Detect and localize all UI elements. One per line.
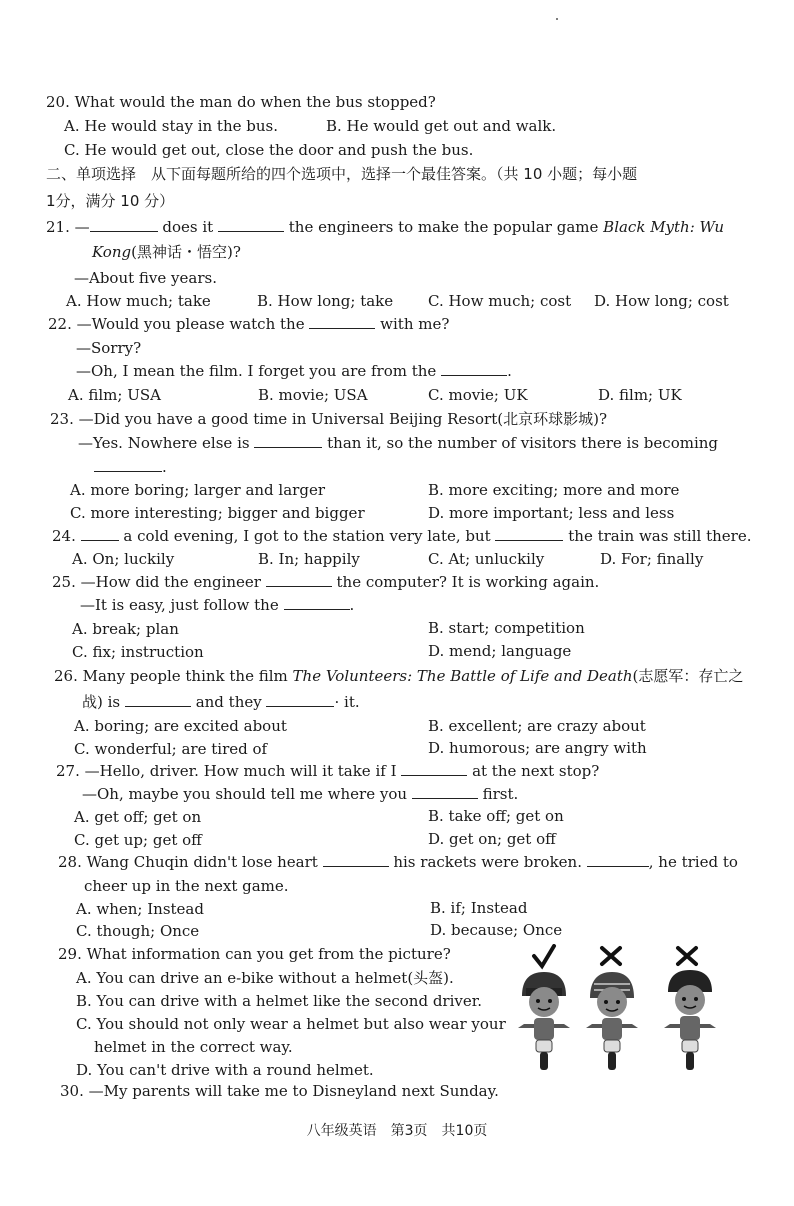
- cross-mark-icon: [678, 948, 696, 964]
- q22-blank-1: [309, 314, 375, 329]
- q24-num: 24.: [52, 527, 76, 545]
- q21-title-a: Black Myth: Wu: [603, 218, 725, 236]
- q24-text-2: the train was still there.: [568, 527, 752, 545]
- q26-option-d: D. humorous; are angry with: [428, 739, 647, 757]
- q25-option-d: D. mend; language: [428, 642, 572, 660]
- q26-blank-2: [266, 692, 334, 707]
- q28-blank-1: [323, 852, 389, 867]
- q20-option-c: C. He would get out, close the door and push the bus.: [64, 141, 474, 159]
- q23-stem: 23. —Did you have a good time in Universal Beijing Resort(北京环球影城)?: [50, 410, 607, 428]
- q23-text-3: .: [162, 458, 167, 476]
- q23-option-d: D. more important; less and less: [428, 504, 675, 522]
- q21-option-b: B. How long; take: [257, 292, 394, 310]
- q22-blank-2: [441, 361, 507, 376]
- q23-blank-1: [254, 433, 322, 448]
- q26-line-2: [82, 692, 360, 712]
- rider-icon: [586, 972, 638, 1070]
- cross-mark-icon: [602, 948, 620, 964]
- page-footer: 八年级英语 第3页 共10页: [306, 1123, 488, 1139]
- q25-option-a: A. break; plan: [72, 620, 179, 638]
- q26-option-b: B. excellent; are crazy about: [428, 717, 646, 735]
- q25-text-2: the computer? It is working again.: [336, 573, 600, 591]
- q23-option-b: B. more exciting; more and more: [428, 481, 680, 499]
- q20-stem: 20. What would the man do when the bus stopped?: [46, 93, 436, 111]
- q24-option-c: C. At; unluckily: [428, 550, 545, 568]
- q29-option-b: B. You can drive with a helmet like the second driver.: [76, 992, 483, 1010]
- rider-icon: [664, 970, 716, 1070]
- q27-text-1: 27. —Hello, driver. How much will it take if I: [56, 762, 397, 780]
- section-heading-2: 1分，满分 10 分）: [46, 192, 175, 210]
- q28-stem: [58, 852, 738, 872]
- q26-option-a: A. boring; are excited about: [74, 717, 287, 735]
- q30-stem: 30. —My parents will take me to Disneyland next Sunday.: [60, 1082, 499, 1100]
- q21-option-a: A. How much; take: [66, 292, 211, 310]
- q23-line-3: [94, 457, 167, 477]
- q26-text-4: · it.: [334, 693, 360, 711]
- q23-text-2: than it, so the number of visitors there is becoming: [327, 434, 719, 452]
- q22-option-c: C. movie; UK: [428, 386, 528, 404]
- q26-text-1: 26. Many people think the film: [54, 667, 288, 685]
- q22-option-b: B. movie; USA: [258, 386, 368, 404]
- q23-line-2: [78, 433, 718, 453]
- q21-blank-1: [90, 217, 158, 232]
- q28-option-a: A. when; Instead: [76, 900, 204, 918]
- q26-title: The Volunteers: The Battle of Life and Death: [292, 667, 633, 685]
- q29-option-d: D. You can't drive with a round helmet.: [76, 1061, 374, 1079]
- q22-text-2: with me?: [380, 315, 450, 333]
- section-heading: 二、单项选择 从下面每题所给的四个选项中，选择一个最佳答案。（共 10 小题；每小题: [46, 165, 638, 183]
- q26-cn: (志愿军：存亡之: [632, 667, 744, 685]
- q24-stem: [52, 526, 751, 546]
- q24-option-b: B. In; happily: [258, 550, 360, 568]
- q24-option-d: D. For; finally: [600, 550, 704, 568]
- q23-option-a: A. more boring; larger and larger: [70, 481, 325, 499]
- q24-blank-1: [81, 526, 119, 541]
- q27-line-2: [82, 784, 518, 804]
- q27-stem: [56, 761, 599, 781]
- q24-blank-2: [495, 526, 563, 541]
- q22-line-2: —Sorry?: [76, 339, 142, 357]
- q20-option-a: A. He would stay in the bus.: [64, 117, 278, 135]
- q22-option-a: A. film; USA: [68, 386, 161, 404]
- q27-blank-1: [401, 761, 467, 776]
- q21-stem-2: [92, 242, 241, 262]
- q26-text-3: and they: [195, 693, 262, 711]
- q28-text-1: 28. Wang Chuqin didn't lose heart: [58, 853, 318, 871]
- q21-text-1: does it: [162, 218, 214, 236]
- q21-text-2: the engineers to make the popular game: [288, 218, 599, 236]
- q21-option-d: D. How long; cost: [594, 292, 729, 310]
- q25-option-c: C. fix; instruction: [72, 643, 204, 661]
- q22-stem: [48, 314, 449, 334]
- q25-option-b: B. start; competition: [428, 619, 585, 637]
- rider-icon: [518, 972, 570, 1070]
- q22-text-4: .: [507, 362, 512, 380]
- q27-option-d: D. get on; get off: [428, 830, 556, 848]
- q26-text-2: 战) is: [82, 693, 121, 711]
- q22-text-1: 22. —Would you please watch the: [48, 315, 305, 333]
- q27-option-c: C. get up; get off: [74, 831, 202, 849]
- q28-option-b: B. if; Instead: [430, 899, 528, 917]
- q27-text-2: at the next stop?: [472, 762, 600, 780]
- q29-stem: 29. What information can you get from the picture?: [58, 945, 451, 963]
- q25-blank-1: [266, 572, 332, 587]
- q25-blank-2: [284, 595, 350, 610]
- q25-text-4: .: [349, 596, 355, 614]
- q26-option-c: C. wonderful; are tired of: [74, 740, 268, 758]
- q27-text-3: —Oh, maybe you should tell me where you: [82, 785, 408, 803]
- q29-option-a: A. You can drive an e-bike without a helmet(头盔).: [76, 969, 454, 987]
- q28-text-2: his rackets were broken.: [393, 853, 582, 871]
- q28-option-d: D. because; Once: [430, 921, 563, 939]
- q22-text-3: —Oh, I mean the film. I forget you are from the: [76, 362, 437, 380]
- q27-text-4: first.: [482, 785, 519, 803]
- q27-option-b: B. take off; get on: [428, 807, 564, 825]
- q20-option-b: B. He would get out and walk.: [326, 117, 557, 135]
- q25-stem: [52, 572, 599, 592]
- q22-line-3: [76, 361, 512, 381]
- q21-stem: [46, 217, 724, 237]
- q25-text-1: 25. —How did the engineer: [52, 573, 261, 591]
- q22-option-d: D. film; UK: [598, 386, 682, 404]
- q28-line-2: cheer up in the next game.: [84, 877, 289, 895]
- q28-blank-2: [587, 852, 649, 867]
- q21-option-c: C. How much; cost: [428, 292, 572, 310]
- q23-blank-2: [94, 457, 162, 472]
- q21-num: 21. —: [46, 218, 90, 236]
- q21-blank-2: [218, 217, 284, 232]
- q27-blank-2: [412, 784, 478, 799]
- helmet-riders-picture: [510, 944, 720, 1074]
- q23-option-c: C. more interesting; bigger and bigger: [70, 504, 365, 522]
- q21-cn: (黑神话・悟空)?: [131, 243, 241, 261]
- q23-text-1: —Yes. Nowhere else is: [78, 434, 250, 452]
- q25-line-2: [80, 595, 354, 615]
- q21-reply: —About five years.: [74, 269, 217, 287]
- scan-speck: [556, 18, 558, 20]
- q27-option-a: A. get off; get on: [74, 808, 202, 826]
- check-mark-icon: [534, 946, 554, 966]
- q26-stem: [54, 666, 743, 686]
- q25-text-3: —It is easy, just follow the: [80, 596, 279, 614]
- q26-blank-1: [125, 692, 191, 707]
- q29-option-c-cont: helmet in the correct way.: [94, 1038, 293, 1056]
- q24-option-a: A. On; luckily: [72, 550, 175, 568]
- q21-title-b: Kong: [92, 243, 132, 261]
- q28-option-c: C. though; Once: [76, 922, 200, 940]
- q28-text-3: , he tried to: [648, 853, 738, 871]
- q24-text-1: a cold evening, I got to the station very late, but: [123, 527, 491, 545]
- q29-option-c: C. You should not only wear a helmet but also wear your: [76, 1015, 506, 1033]
